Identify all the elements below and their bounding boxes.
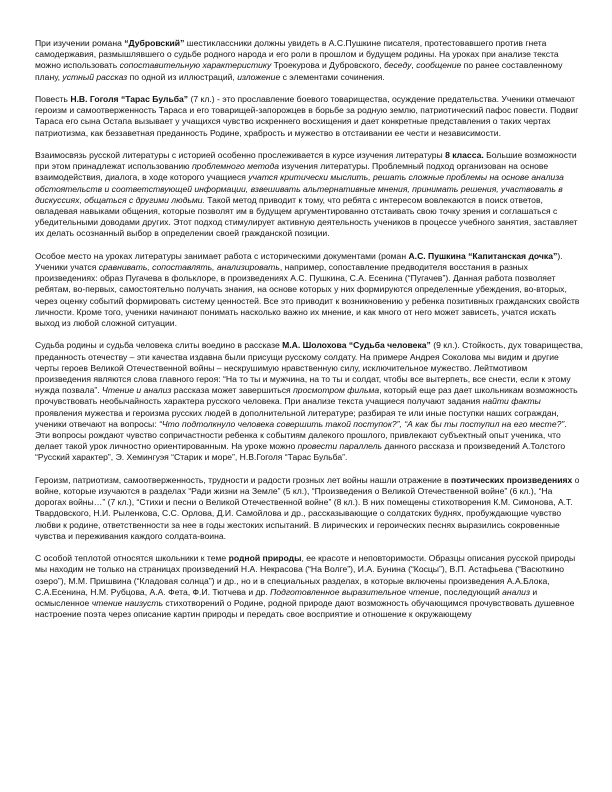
text-run: , bbox=[411, 60, 417, 71]
italic-text: изложение bbox=[237, 71, 281, 82]
text-run: , который еще раз дает школьникам возможность прочувствовать необычайность характера русского человека. При анализе текста учащиеся получают задания bbox=[35, 385, 578, 407]
bold-text: А.С. Пушкина “Капитанская дочка” bbox=[408, 250, 558, 261]
italic-text: учатся критически мыслить, решать сложные проблемы на основе анализа обстоятельств и соответствующей информации, взвешивать альтернативные мнения, принимать решения, участвовать в дискуссиях, общаться с другими людьми. bbox=[35, 172, 564, 205]
text-run: Такой метод приводит к тому, что ребята с интересом вовлекаются в поиск ответов, овладевая навыками общения, которые позволят им в будущем аргументированно отстаивать свою точку зрения и соглашаться с убедительными доводами других. Этот подход стимулирует активную деятельность учеников в процессе учебного занятия, заставляет их делать осознанный выбор в определении своей гражданской позиции. bbox=[35, 194, 578, 239]
text-run: Большие возможности при этом принадлежат использованию bbox=[35, 150, 577, 172]
text-run: , последующий bbox=[439, 586, 503, 597]
text-run: с элементами сочинения. bbox=[280, 71, 385, 82]
text-run: ). Ученики учатся bbox=[35, 250, 563, 273]
text-run: стихотворений о Родине, родной природе дают возможность обучающимся прочувствовать душевное настроение поэта через описание картин природы и передать свое восприятие и отношение к окружающему bbox=[35, 598, 575, 620]
italic-text: чтение наизусть bbox=[91, 598, 164, 609]
text-run: рассказа может завершиться bbox=[171, 385, 294, 396]
text-run: (9 кл.). Стойкость, дух товарищества, преданность отечеству – эти качества издавна были присущи русскому солдату. На примере Андрея Соколова мы видим и другие черты героев Великой Отечественной войны – нескрушимую нравственную силу, исключительное мужество. Лейтмотивом произведения являются слова главного героя: “На то ты и мужчина, на то ты и солдат, чтобы все вытерпеть, все снести, если к этому нужда позвала”. bbox=[35, 340, 583, 396]
italic-text: сопоставительную характеристику bbox=[119, 60, 272, 71]
paragraph bbox=[35, 94, 583, 139]
bold-text: родной природы bbox=[228, 553, 302, 564]
document-page bbox=[35, 38, 583, 620]
text-run: С особой теплотой относятся школьники к теме bbox=[35, 553, 229, 564]
text-run: , ее красоте и неповторимости. Образцы описания русской природы мы находим не только на страницах произведений Н.А. Некрасова (“На Волге”), И.А. Бунина (“Косцы”), В.П. Астафьева (“Васюткино озеро”), М.М. Пришвина (“Кладовая солнца”) и др., но и в специальных разделах, в которые включены произведения А.А.Блока, С.А.Есенина, Н.М. Рубцова, А.А. Фета, Ф.И. Тютчева и др. bbox=[35, 553, 576, 597]
bold-text: М.А. Шолохова “Судьба человека” bbox=[282, 340, 431, 351]
paragraph bbox=[35, 251, 583, 329]
italic-text: устный рассказ bbox=[62, 71, 128, 82]
italic-text: провести параллель bbox=[297, 441, 383, 452]
italic-text: “Что подтолкнуло человека совершить такой поступок?”, “А как бы ты поступил на его месте?” bbox=[159, 418, 565, 429]
bold-text: 8 класса. bbox=[445, 150, 484, 160]
text-run: (7 кл.) - это прославление боевого товарищества, осуждение предательства. Ученики отмечают героизм и самоотверженность Тараса и его товарищей-запорожцев в борьбе за родную землю, патриотический пафос повести. Подвиг Тараса его сына Остапа вызывает у учащихся чувство искреннего восхищения и дает конкретные представления о таких чертах патриотизма, как беззаветная преданность Родине, храбрость и мужество в отстаивании ее чести и независимости. bbox=[35, 94, 579, 138]
text-run: Троекурова и Дубровского, bbox=[271, 60, 384, 71]
bold-text: поэтических произведениях bbox=[450, 474, 573, 485]
italic-text: просмотром фильма bbox=[293, 385, 380, 396]
italic-text: проблемного метода bbox=[191, 161, 280, 172]
text-run: Героизм, патриотизм, самоотверженность, трудности и радости грозных лет войны нашли отражение в bbox=[35, 474, 451, 485]
paragraph bbox=[35, 150, 583, 240]
italic-text: сообщение bbox=[416, 60, 462, 71]
paragraph bbox=[35, 38, 583, 83]
italic-text: сравнивать, сопоставлять, анализировать bbox=[98, 262, 280, 273]
text-run: и осмысленное bbox=[35, 586, 538, 609]
text-run: шестиклассники должны увидеть в А.С.Пушкине писателя, протестовавшего против гнета самодержавия, размышлявшего о судьбе родного народа и его роли в прошлом и будущем родины. На уроках при анализе текста можно использовать bbox=[35, 38, 559, 71]
text-run: по одной из иллюстраций, bbox=[127, 71, 238, 82]
bold-text: “Дубровский” bbox=[124, 38, 185, 48]
text-run: При изучении романа bbox=[35, 38, 125, 48]
italic-text: беседу bbox=[383, 60, 412, 71]
text-run: данного рассказа и произведений А.Толстого “Русский характер”, Э. Хемингуэя “Старик и море”, Н.В.Гоголя “Тарас Бульба”. bbox=[35, 441, 566, 463]
text-run: Судьба родины и судьба человека слиты воедино в рассказе bbox=[35, 340, 283, 351]
paragraph bbox=[35, 475, 583, 542]
paragraph bbox=[35, 553, 583, 620]
text-run: Особое место на уроках литературы занимает работа с историческими документами (роман bbox=[35, 250, 409, 261]
text-run: . Эти вопросы рождают чувство сопричастности ребенка к событиям далекого прошлого, привлекают субъектный опыт ученика, что делает такой урок личностно ориентированным. На уроке можно bbox=[35, 418, 567, 452]
paragraph bbox=[35, 340, 583, 463]
text-run: Повесть bbox=[35, 94, 71, 104]
italic-text: Подготовленное выразительное чтение bbox=[270, 586, 440, 597]
italic-text: найти факты bbox=[482, 396, 541, 407]
text-run: по ранее составленному плану, bbox=[35, 60, 563, 82]
text-run: , например, сопоставление предводителя восстания в разных произведениях: образ Пугачева в фольклоре, в произведениях А.С. Пушкина, С.А. Есенина (“Пугачев”). Данная работа позволяет ребятам, во-первых, самостоятельно получать знания, на основе которых у них формируются определенные убеждения, во-вторых, через оценку событий формировать систему ценностей. Все это приводит к возникновению у ребенка позитивных гражданских свойств личности. Кроме того, ученики начинают понимать насколько важно их мнение, и как много от него может зависеть, учатся искать выход из любой сложной ситуации. bbox=[35, 262, 580, 329]
italic-text: Чтение и анализ bbox=[102, 385, 172, 396]
text-run: о войне, которые изучаются в разделах “Ради жизни на Земле” (5 кл.), “Произведения о Великой Отечественной войне” (6 кл.), “На дорогах войны…” (7 кл.), “Стихи и песни о Великой Отечественной войне” (8 кл.). В них помещены стихотворения К.М. Симонова, А.Т. Твардовского, Н.И. Рыленкова, С.С. Орлова, Д.И. Самойлова и др., рассказывающие о солдатских буднях, пробуждающие чувство любви к родине, ответственности за нее в годы жестоких испытаний. В лирических и героических песнях выразились сокровенные чувства и переживания каждого солдата-воина. bbox=[35, 474, 580, 541]
text-run: проявления мужества и героизма русских людей в дополнительной литературе; разбирая те или иные поступки наших сограждан, ученики отвечают на вопросы: bbox=[35, 407, 559, 429]
text-run: изучения литературы. Проблемный подход организован на основе взаимодействия, диалога, в ходе которого учащиеся bbox=[35, 161, 549, 183]
bold-text: Н.В. Гоголя “Тарас Бульба” bbox=[70, 94, 189, 104]
italic-text: анализ bbox=[502, 586, 530, 597]
text-run: Взаимосвязь русской литературы с историей особенно прослеживается в курсе изучения литературы bbox=[35, 150, 446, 160]
